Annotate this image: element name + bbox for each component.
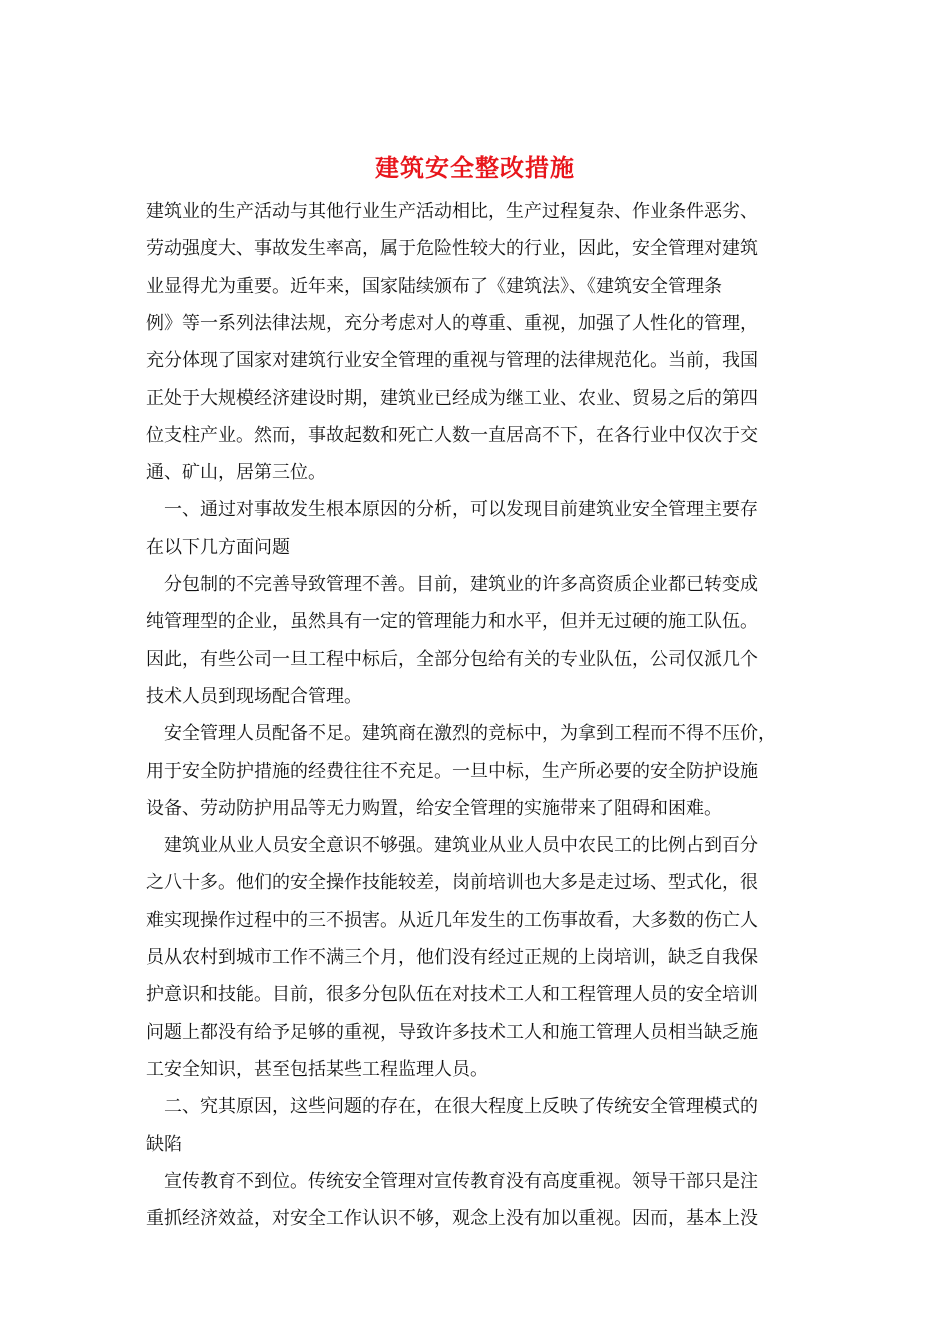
- text-line: 难实现操作过程中的三不损害。从近几年发生的工伤事故看，大多数的伤亡人: [146, 909, 758, 931]
- text-line: 充分体现了国家对建筑行业安全管理的重视与管理的法律规范化。当前，我国: [146, 350, 758, 372]
- text-line: 安全管理人员配备不足。建筑商在激烈的竞标中，为拿到工程而不得不压价，: [146, 723, 776, 745]
- text-line: 因此，有些公司一旦工程中标后，全部分包给有关的专业队伍，公司仅派几个: [146, 648, 758, 670]
- text-line: 员从农村到城市工作不满三个月，他们没有经过正规的上岗培训，缺乏自我保: [146, 947, 758, 968]
- text-line: 一、通过对事故发生根本原因的分析，可以发现目前建筑业安全管理主要存: [146, 499, 758, 521]
- text-line: 分包制的不完善导致管理不善。目前，建筑业的许多高资质企业都已转变成: [146, 574, 758, 595]
- text-line: 缺陷: [146, 1133, 182, 1155]
- text-line: 建筑业的生产活动与其他行业生产活动相比，生产过程复杂、作业条件恶劣、: [146, 201, 758, 222]
- text-line: 之八十多。他们的安全操作技能较差，岗前培训也大多是走过场、型式化，很: [146, 872, 758, 894]
- text-line: 例》等一系列法律法规，充分考虑对人的尊重、重视，加强了人性化的管理，: [146, 312, 758, 334]
- text-line: 设备、劳动防护用品等无力购置，给安全管理的实施带来了阻碍和困难。: [146, 797, 722, 819]
- text-line: 位支柱产业。然而，事故起数和死亡人数一直居高不下，在各行业中仅次于交: [146, 424, 758, 446]
- text-line: 通、矿山，居第三位。: [146, 462, 326, 484]
- text-line: 在以下几方面问题: [146, 536, 290, 558]
- document-title: 建筑安全整改措施: [375, 153, 575, 182]
- text-line: 宣传教育不到位。传统安全管理对宣传教育没有高度重视。领导干部只是注: [146, 1170, 758, 1192]
- text-line: 重抓经济效益，对安全工作认识不够，观念上没有加以重视。因而，基本上没: [146, 1208, 758, 1230]
- text-line: 业显得尤为重要。近年来，国家陆续颁布了《建筑法》、《建筑安全管理条: [146, 275, 722, 297]
- text-line: 二、究其原因，这些问题的存在，在很大程度上反映了传统安全管理模式的: [146, 1096, 758, 1118]
- text-line: 正处于大规模经济建设时期，建筑业已经成为继工业、农业、贸易之后的第四: [146, 387, 758, 409]
- text-line: 劳动强度大、事故发生率高，属于危险性较大的行业，因此，安全管理对建筑: [146, 238, 758, 260]
- text-line: 工安全知识，甚至包括某些工程监理人员。: [146, 1058, 488, 1080]
- text-line: 用于安全防护措施的经费往往不充足。一旦中标，生产所必要的安全防护设施: [146, 760, 758, 782]
- text-line: 护意识和技能。目前，很多分包队伍在对技术工人和工程管理人员的安全培训: [146, 984, 758, 1006]
- text-line: 问题上都没有给予足够的重视，导致许多技术工人和施工管理人员相当缺乏施: [146, 1021, 758, 1043]
- text-line: 纯管理型的企业，虽然具有一定的管理能力和水平，但并无过硬的施工队伍。: [146, 611, 758, 633]
- text-line: 技术人员到现场配合管理。: [146, 685, 362, 707]
- text-line: 建筑业从业人员安全意识不够强。建筑业从业人员中农民工的比例占到百分: [146, 835, 758, 857]
